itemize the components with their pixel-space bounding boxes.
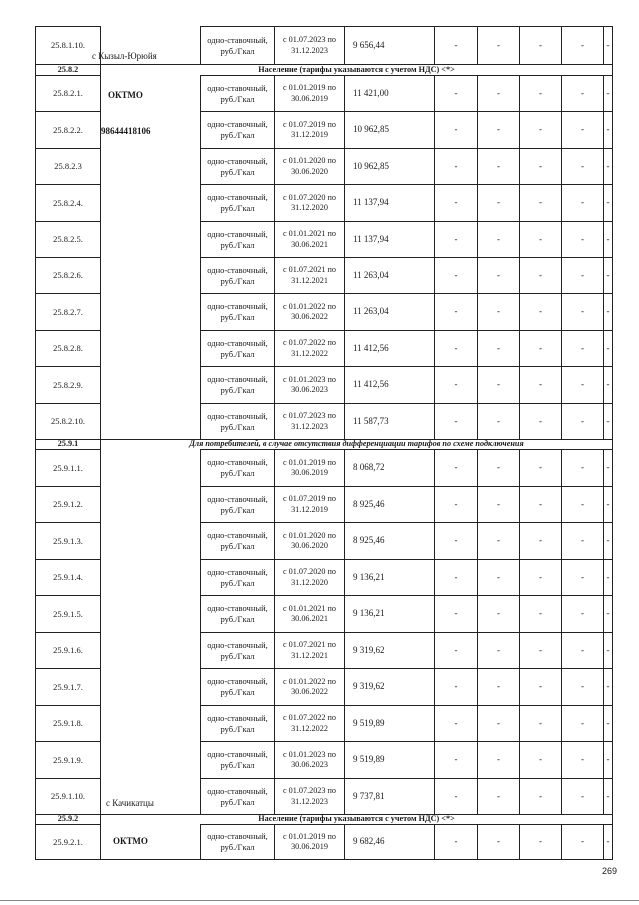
row-value-dash: - [603, 293, 613, 330]
row-value-dash: - [434, 741, 477, 778]
row-value-dash: - [603, 595, 613, 632]
row-value-dash: - [434, 559, 477, 595]
row-tariff-type: одно-ставочный, руб./Гкал [200, 366, 274, 403]
row-value-dash: - [603, 111, 613, 148]
row-tariff-type: одно-ставочный, руб./Гкал [200, 75, 274, 111]
row-value-dash: - [603, 741, 613, 778]
row-tariff-type: одно-ставочный, руб./Гкал [200, 330, 274, 366]
row-tariff-type: одно-ставочный, руб./Гкал [200, 403, 274, 439]
row-value-dash: - [519, 111, 561, 148]
row-tariff-value: 9 136,21 [344, 595, 434, 632]
row-spacer [100, 403, 200, 439]
row-spacer [100, 366, 200, 403]
row-value-dash: - [603, 75, 613, 111]
row-value-dash: - [603, 632, 613, 668]
row-period: с 01.01.2019 по 30.06.2019 [274, 75, 344, 111]
table-row [35, 668, 613, 705]
row-value-dash: - [603, 824, 613, 859]
row-value-dash: - [519, 668, 561, 705]
row-value-dash: - [477, 257, 519, 293]
section-header-population [35, 64, 613, 75]
row-value-dash: - [519, 449, 561, 486]
row-value-dash: - [519, 595, 561, 632]
row-value-dash: - [434, 111, 477, 148]
row-period: с 01.01.2020 по 30.06.2020 [274, 522, 344, 559]
row-tariff-value: 9 319,62 [344, 632, 434, 668]
row-period: с 01.01.2020 по 30.06.2020 [274, 148, 344, 184]
table-row [35, 184, 613, 221]
locality-kachikattsy: с Качикатцы [106, 798, 154, 808]
row-tariff-type: одно-ставочный, руб./Гкал [200, 705, 274, 741]
row-value-dash: - [561, 293, 603, 330]
row-spacer [100, 595, 200, 632]
row-value-dash: - [477, 824, 519, 859]
row-value-dash: - [434, 330, 477, 366]
row-spacer [100, 330, 200, 366]
row-spacer [100, 778, 200, 814]
row-value-dash: - [434, 486, 477, 522]
section-title: Население (тарифы указываются с учетом НДС) <*> [100, 64, 613, 75]
row-value-dash: - [519, 184, 561, 221]
row-spacer [100, 293, 200, 330]
row-period: с 01.07.2022 по 31.12.2022 [274, 330, 344, 366]
page-number: 269 [601, 866, 617, 876]
row-code: 25.8.2.9. [35, 366, 100, 403]
row-value-dash: - [477, 111, 519, 148]
row-value-dash: - [603, 705, 613, 741]
row-code: 25.8.2.5. [35, 221, 100, 257]
row-code: 25.9.1.9. [35, 741, 100, 778]
row-value-dash: - [603, 184, 613, 221]
row-tariff-value: 10 962,85 [344, 148, 434, 184]
row-value-dash: - [561, 595, 603, 632]
row-value-dash: - [519, 741, 561, 778]
row-value-dash: - [519, 522, 561, 559]
row-value-dash: - [519, 26, 561, 64]
row-code: 25.9.1.6. [35, 632, 100, 668]
row-period: с 01.01.2021 по 30.06.2021 [274, 221, 344, 257]
row-value-dash: - [477, 632, 519, 668]
row-value-dash: - [434, 595, 477, 632]
row-tariff-type: одно-ставочный, руб./Гкал [200, 148, 274, 184]
row-value-dash: - [477, 741, 519, 778]
row-spacer [100, 221, 200, 257]
row-tariff-value: 9 737,81 [344, 778, 434, 814]
row-tariff-type: одно-ставочный, руб./Гкал [200, 184, 274, 221]
section-title: Для потребителей, в случае отсутствия дифференциации тарифов по схеме подключения [100, 439, 613, 449]
row-value-dash: - [603, 559, 613, 595]
row-value-dash: - [434, 632, 477, 668]
row-code: 25.9.1.3. [35, 522, 100, 559]
row-period: с 01.07.2019 по 31.12.2019 [274, 111, 344, 148]
row-value-dash: - [519, 330, 561, 366]
row-tariff-value: 11 412,56 [344, 330, 434, 366]
row-tariff-type: одно-ставочный, руб./Гкал [200, 741, 274, 778]
row-value-dash: - [477, 668, 519, 705]
table-row [35, 403, 613, 439]
row-code: 25.8.2.2. [35, 111, 100, 148]
row-period: с 01.07.2023 по 31.12.2023 [274, 778, 344, 814]
row-value-dash: - [519, 559, 561, 595]
row-value-dash: - [434, 449, 477, 486]
row-value-dash: - [561, 366, 603, 403]
row-value-dash: - [434, 184, 477, 221]
table-row [35, 449, 613, 486]
table-row [35, 632, 613, 668]
row-value-dash: - [477, 26, 519, 64]
row-value-dash: - [477, 705, 519, 741]
row-tariff-type: одно-ставочный, руб./Гкал [200, 522, 274, 559]
row-tariff-value: 9 519,89 [344, 705, 434, 741]
row-code: 25.9.1.10. [35, 778, 100, 814]
row-tariff-value: 11 421,00 [344, 75, 434, 111]
row-value-dash: - [561, 632, 603, 668]
row-code: 25.9.1.2. [35, 486, 100, 522]
row-code: 25.8.1.10. [35, 26, 100, 64]
row-value-dash: - [519, 293, 561, 330]
row-value-dash: - [519, 403, 561, 439]
row-code: 25.8.2.8. [35, 330, 100, 366]
row-value-dash: - [561, 148, 603, 184]
row-code: 25.9.2.1. [35, 824, 100, 859]
row-value-dash: - [519, 148, 561, 184]
row-spacer [100, 257, 200, 293]
oktmo-label-bottom: ОКТМО [113, 836, 148, 846]
row-tariff-value: 9 519,89 [344, 741, 434, 778]
table-bottom-border [35, 859, 613, 860]
row-period: с 01.01.2022 по 30.06.2022 [274, 668, 344, 705]
row-value-dash: - [519, 824, 561, 859]
row-tariff-value: 11 263,04 [344, 257, 434, 293]
table-row [35, 522, 613, 559]
row-value-dash: - [561, 449, 603, 486]
row-spacer [100, 522, 200, 559]
row-value-dash: - [561, 824, 603, 859]
table-row [35, 595, 613, 632]
row-value-dash: - [561, 221, 603, 257]
row-code: 25.8.2.7. [35, 293, 100, 330]
row-period: с 01.01.2019 по 30.06.2019 [274, 824, 344, 859]
row-period: с 01.07.2020 по 31.12.2020 [274, 559, 344, 595]
table-row [35, 705, 613, 741]
row-spacer [100, 148, 200, 184]
table-row [35, 148, 613, 184]
row-tariff-type: одно-ставочный, руб./Гкал [200, 221, 274, 257]
row-value-dash: - [561, 486, 603, 522]
row-tariff-value: 11 137,94 [344, 221, 434, 257]
locality-kyzyl-yuryuya: с Кызыл-Юрюйя [92, 51, 157, 61]
row-value-dash: - [561, 741, 603, 778]
row-value-dash: - [477, 148, 519, 184]
row-value-dash: - [561, 668, 603, 705]
row-value-dash: - [603, 449, 613, 486]
row-value-dash: - [434, 75, 477, 111]
row-tariff-type: одно-ставочный, руб./Гкал [200, 668, 274, 705]
row-value-dash: - [434, 293, 477, 330]
row-tariff-type: одно-ставочный, руб./Гкал [200, 26, 274, 64]
row-tariff-type: одно-ставочный, руб./Гкал [200, 595, 274, 632]
row-value-dash: - [603, 148, 613, 184]
row-value-dash: - [603, 221, 613, 257]
row-value-dash: - [561, 330, 603, 366]
row-value-dash: - [434, 668, 477, 705]
table-row [35, 486, 613, 522]
table-row [35, 366, 613, 403]
row-code: 25.9.1.1. [35, 449, 100, 486]
row-value-dash: - [561, 184, 603, 221]
row-spacer [100, 486, 200, 522]
row-value-dash: - [434, 257, 477, 293]
row-period: с 01.01.2019 по 30.06.2019 [274, 449, 344, 486]
row-period: с 01.07.2020 по 31.12.2020 [274, 184, 344, 221]
row-value-dash: - [603, 668, 613, 705]
row-period: с 01.01.2023 по 30.06.2023 [274, 366, 344, 403]
row-tariff-value: 9 136,21 [344, 559, 434, 595]
row-value-dash: - [519, 705, 561, 741]
row-code: 25.8.2.1. [35, 75, 100, 111]
row-value-dash: - [561, 257, 603, 293]
row-value-dash: - [477, 184, 519, 221]
row-value-dash: - [434, 221, 477, 257]
row-value-dash: - [561, 111, 603, 148]
row-tariff-value: 9 319,62 [344, 668, 434, 705]
scan-edge-mark [0, 900, 639, 901]
table-row [35, 330, 613, 366]
row-spacer [100, 741, 200, 778]
row-period: с 01.01.2023 по 30.06.2023 [274, 741, 344, 778]
row-tariff-value: 10 962,85 [344, 111, 434, 148]
row-value-dash: - [603, 486, 613, 522]
row-value-dash: - [519, 778, 561, 814]
row-tariff-value: 11 137,94 [344, 184, 434, 221]
row-value-dash: - [477, 449, 519, 486]
row-code: 25.9.1.4. [35, 559, 100, 595]
section-code: 25.9.2 [35, 814, 100, 824]
oktmo-label: ОКТМО [108, 90, 143, 100]
oktmo-code: 98644418106 [101, 126, 151, 136]
row-tariff-type: одно-ставочный, руб./Гкал [200, 778, 274, 814]
row-period: с 01.07.2023 по 31.12.2023 [274, 403, 344, 439]
row-value-dash: - [519, 366, 561, 403]
table-row [35, 293, 613, 330]
row-tariff-value: 8 925,46 [344, 486, 434, 522]
row-value-dash: - [561, 778, 603, 814]
row-value-dash: - [434, 366, 477, 403]
row-period: с 01.07.2021 по 31.12.2021 [274, 257, 344, 293]
row-value-dash: - [477, 559, 519, 595]
row-tariff-type: одно-ставочный, руб./Гкал [200, 486, 274, 522]
row-value-dash: - [603, 522, 613, 559]
table-row [35, 221, 613, 257]
row-value-dash: - [477, 522, 519, 559]
row-value-dash: - [477, 366, 519, 403]
row-value-dash: - [519, 257, 561, 293]
row-value-dash: - [603, 778, 613, 814]
row-tariff-value: 9 682,46 [344, 824, 434, 859]
row-value-dash: - [561, 26, 603, 64]
table-row [35, 741, 613, 778]
row-value-dash: - [561, 559, 603, 595]
row-tariff-value: 11 587,73 [344, 403, 434, 439]
row-tariff-type: одно-ставочный, руб./Гкал [200, 559, 274, 595]
row-value-dash: - [603, 366, 613, 403]
row-spacer [100, 184, 200, 221]
section-code: 25.9.1 [35, 439, 100, 449]
row-code: 25.9.1.7. [35, 668, 100, 705]
row-value-dash: - [519, 486, 561, 522]
row-value-dash: - [603, 26, 613, 64]
row-value-dash: - [434, 148, 477, 184]
row-value-dash: - [477, 778, 519, 814]
row-tariff-type: одно-ставочный, руб./Гкал [200, 824, 274, 859]
row-code: 25.9.1.5. [35, 595, 100, 632]
row-value-dash: - [603, 330, 613, 366]
row-tariff-type: одно-ставочный, руб./Гкал [200, 632, 274, 668]
row-period: с 01.01.2022 по 30.06.2022 [274, 293, 344, 330]
row-tariff-type: одно-ставочный, руб./Гкал [200, 293, 274, 330]
row-value-dash: - [434, 705, 477, 741]
row-spacer [100, 449, 200, 486]
section-title: Население (тарифы указываются с учетом НДС) <*> [100, 814, 613, 824]
section-code: 25.8.2 [35, 64, 100, 75]
row-tariff-type: одно-ставочный, руб./Гкал [200, 449, 274, 486]
row-tariff-value: 8 068,72 [344, 449, 434, 486]
row-value-dash: - [477, 486, 519, 522]
row-code: 25.8.2.3 [35, 148, 100, 184]
row-value-dash: - [603, 257, 613, 293]
row-period: с 01.07.2023 по 31.12.2023 [274, 26, 344, 64]
row-value-dash: - [477, 595, 519, 632]
row-value-dash: - [603, 403, 613, 439]
row-value-dash: - [477, 75, 519, 111]
table-row [35, 559, 613, 595]
row-code: 25.8.2.10. [35, 403, 100, 439]
section-header-population-2 [35, 814, 613, 824]
row-value-dash: - [561, 705, 603, 741]
row-value-dash: - [434, 403, 477, 439]
row-period: с 01.07.2022 по 31.12.2022 [274, 705, 344, 741]
row-value-dash: - [477, 403, 519, 439]
row-period: с 01.01.2021 по 30.06.2021 [274, 595, 344, 632]
row-value-dash: - [519, 221, 561, 257]
row-value-dash: - [477, 330, 519, 366]
row-value-dash: - [561, 403, 603, 439]
row-spacer [100, 705, 200, 741]
row-tariff-value: 8 925,46 [344, 522, 434, 559]
row-spacer [100, 668, 200, 705]
row-value-dash: - [519, 75, 561, 111]
row-spacer [100, 632, 200, 668]
row-tariff-type: одно-ставочный, руб./Гкал [200, 111, 274, 148]
row-code: 25.8.2.6. [35, 257, 100, 293]
row-value-dash: - [519, 632, 561, 668]
row-tariff-value: 9 656,44 [344, 26, 434, 64]
row-tariff-value: 11 412,56 [344, 366, 434, 403]
table-row [35, 257, 613, 293]
row-value-dash: - [434, 26, 477, 64]
row-code: 25.8.2.4. [35, 184, 100, 221]
row-value-dash: - [434, 778, 477, 814]
row-value-dash: - [434, 824, 477, 859]
row-code: 25.9.1.8. [35, 705, 100, 741]
row-value-dash: - [561, 522, 603, 559]
row-value-dash: - [561, 75, 603, 111]
section-header-consumers [35, 439, 613, 449]
row-spacer [100, 559, 200, 595]
row-period: с 01.07.2019 по 31.12.2019 [274, 486, 344, 522]
row-value-dash: - [434, 522, 477, 559]
row-value-dash: - [477, 293, 519, 330]
table-row [35, 778, 613, 814]
row-period: с 01.07.2021 по 31.12.2021 [274, 632, 344, 668]
row-tariff-value: 11 263,04 [344, 293, 434, 330]
row-value-dash: - [477, 221, 519, 257]
row-tariff-type: одно-ставочный, руб./Гкал [200, 257, 274, 293]
